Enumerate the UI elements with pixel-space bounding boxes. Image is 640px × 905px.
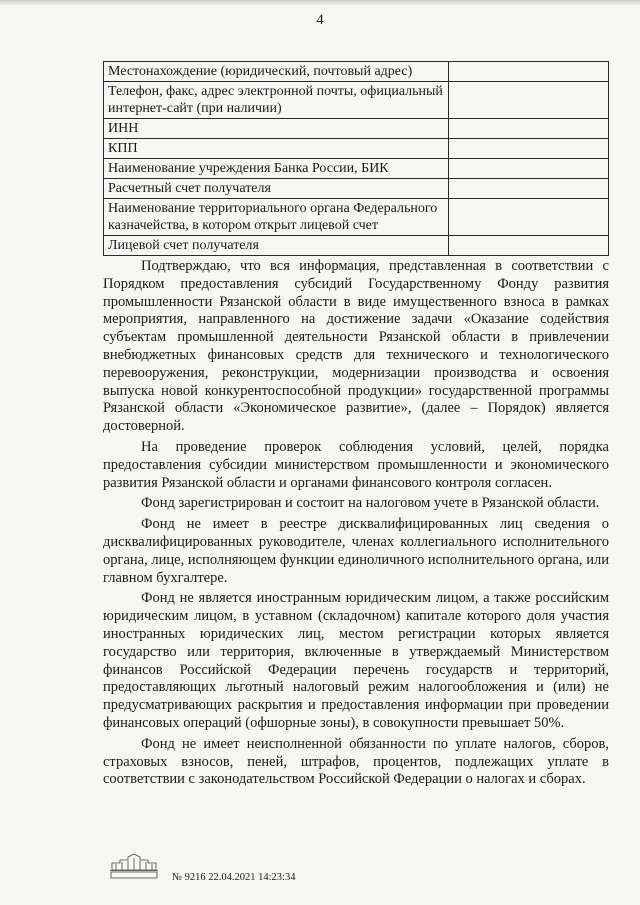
paragraph: На проведение проверок соблюдения условий, целей, порядка предоставления субсидии министерством промышленности и экономического развития Рязанской области и органами финансового контроля согласен. xyxy=(103,438,609,491)
registration-reference: № 9216 22.04.2021 14:23:34 xyxy=(172,872,296,883)
table-row xyxy=(104,179,609,199)
row-value xyxy=(449,236,609,256)
paragraph: Фонд зарегистрирован и состоит на налоговом учете в Рязанской области. xyxy=(141,495,600,512)
table-row xyxy=(104,82,609,119)
row-value xyxy=(449,62,609,82)
row-label: Телефон, факс, адрес электронной почты, официальный интернет-сайт (при наличии) xyxy=(104,82,449,119)
scan-edge xyxy=(0,0,640,6)
document-body xyxy=(103,258,609,792)
row-label: Местонахождение (юридический, почтовый адрес) xyxy=(104,62,449,82)
table-row xyxy=(104,236,609,256)
paragraph: Фонд не является иностранным юридическим лицом, а также российским юридическим лицом, в уставном (складочном) капитале которого доля участия иностранных юридических лиц, местом регистрации которых является государство или территория, включенные в утверждаемый Министерством финансов Российской Федерации перечень государств и территорий, предоставляющих льготный налоговый режим налогообложения и (или) не предусматривающих раскрытия и предоставления информации при проведении финансовых операций (офшорные зоны), в совокупности превышает 50%. xyxy=(103,590,609,731)
table-row xyxy=(104,119,609,139)
registry-stamp-icon xyxy=(108,852,160,880)
table-row xyxy=(104,199,609,236)
row-value xyxy=(449,119,609,139)
table-row xyxy=(104,62,609,82)
paragraph: Подтверждаю, что вся информация, представленная в соответствии с Порядком предоставления субсидий Государственному Фонду развития промышленности Рязанской области в виде имущественного взноса в рамках мероприятия, направленного на достижение задачи «Оказание содействия субъектам промышленной деятельности Рязанской области в привлечении внебюджетных финансовых средств для технического и технологического перевооружения, реконструкции, модернизации производства и освоения выпуска новой конкурентоспособной продукции» государственной программы Рязанской области «Экономическое развитие», (далее – Порядок) является достоверной. xyxy=(103,258,609,435)
row-value xyxy=(449,179,609,199)
requisites-table xyxy=(103,61,609,256)
table-row xyxy=(104,159,609,179)
row-value xyxy=(449,159,609,179)
row-label: КПП xyxy=(104,139,449,159)
row-label: Наименование учреждения Банка России, БИК xyxy=(104,159,449,179)
paragraph: Фонд не имеет в реестре дисквалифицированных лиц сведения о дисквалифицированных руководителе, членах коллегиального исполнительного органа, лице, исполняющем функции единоличного исполнительного органа, или главном бухгалтере. xyxy=(103,516,609,586)
page-number: 4 xyxy=(316,12,324,28)
row-label: Лицевой счет получателя xyxy=(104,236,449,256)
paragraph: Фонд не имеет неисполненной обязанности по уплате налогов, сборов, страховых взносов, пеней, штрафов, процентов, подлежащих уплате в соответствии с законодательством Российской Федерации о налогах и сборах. xyxy=(103,735,609,788)
row-label: ИНН xyxy=(104,119,449,139)
row-label: Наименование территориального органа Федерального казначейства, в котором открыт лицевой счет xyxy=(104,199,449,236)
row-value xyxy=(449,139,609,159)
row-value xyxy=(449,82,609,119)
table-row xyxy=(104,139,609,159)
row-label: Расчетный счет получателя xyxy=(104,179,449,199)
row-value xyxy=(449,199,609,236)
